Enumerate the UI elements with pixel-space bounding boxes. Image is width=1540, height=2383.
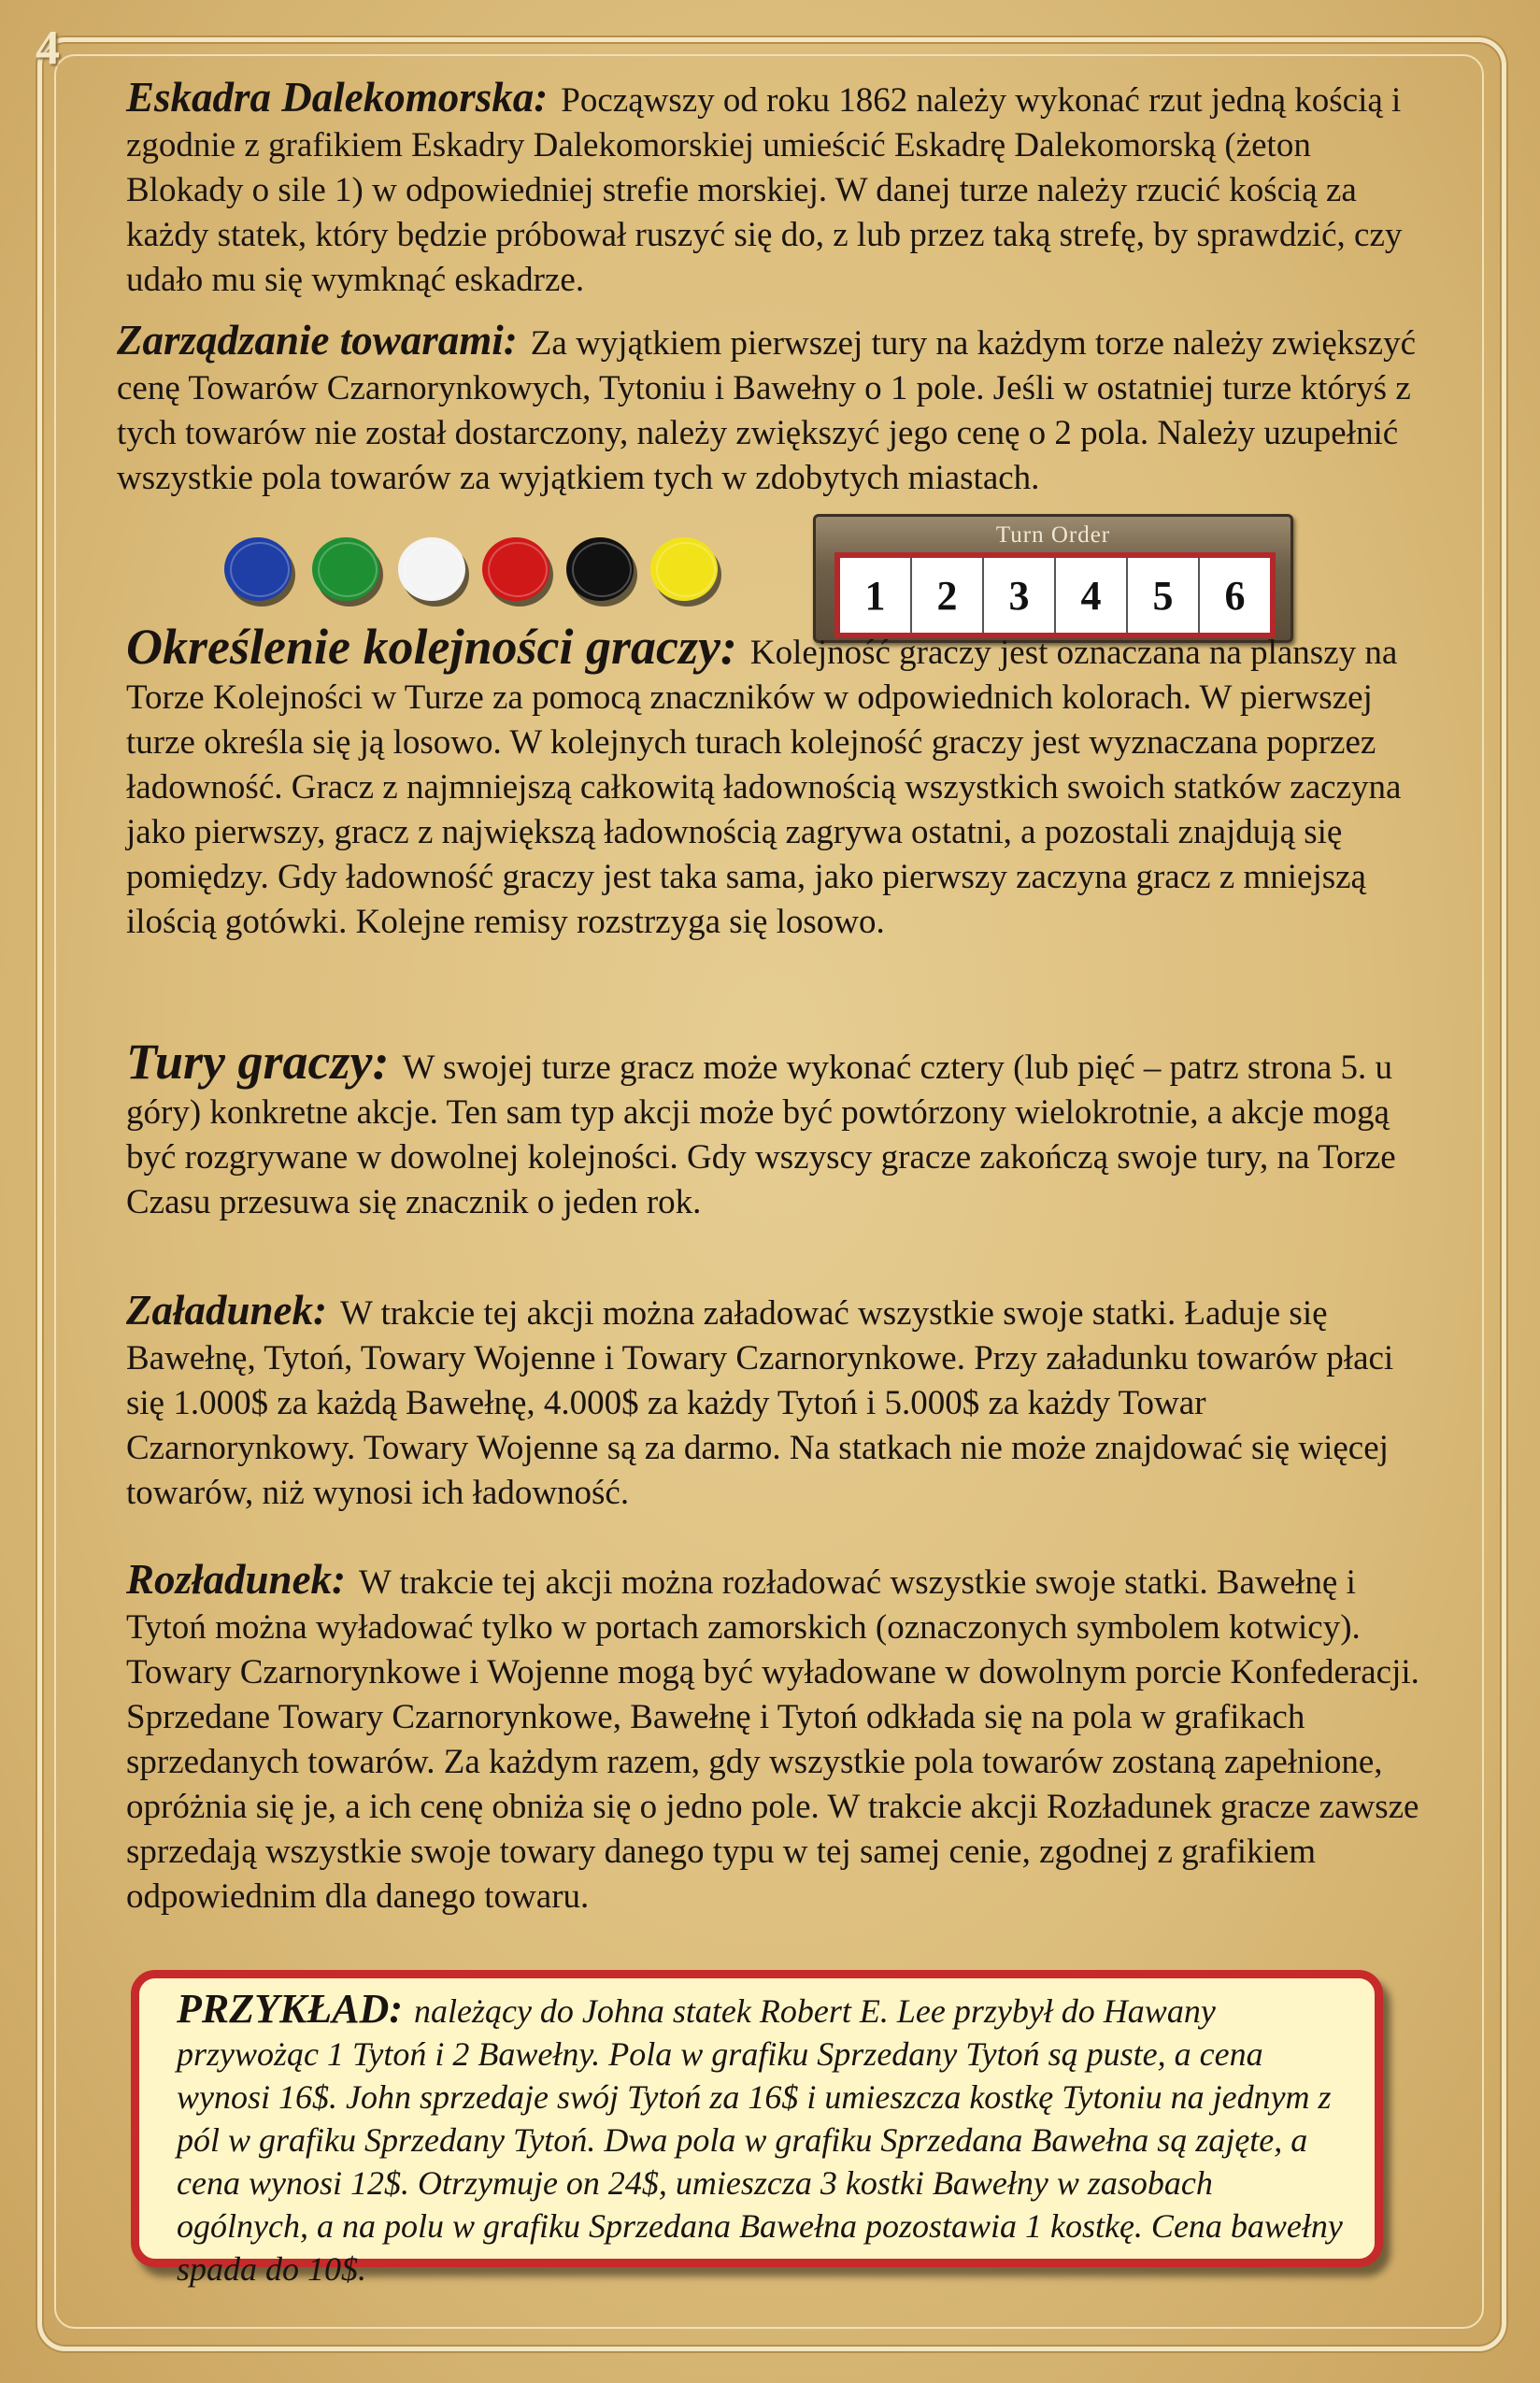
section-kolejnosc — [126, 619, 1434, 945]
turn-order-cell: 2 — [912, 558, 984, 633]
turn-order-cell: 1 — [840, 558, 912, 633]
token-white — [398, 537, 465, 601]
section-heading: Zarządzanie towarami: — [117, 317, 518, 364]
section-heading: Tury graczy: — [126, 1034, 390, 1090]
section-towary — [117, 318, 1453, 501]
section-zaladunek — [126, 1288, 1434, 1516]
section-heading: Określenie kolejności graczy: — [126, 619, 737, 675]
turn-order-cell: 4 — [1056, 558, 1128, 633]
section-heading: Rozładunek: — [126, 1556, 347, 1603]
turn-order-cell: 6 — [1224, 572, 1246, 619]
section-text: Kolejność graczy jest oznaczana na planszy na Torze Kolejności w Turze za pomocą znaczników w odpowiednich kolorach. W pierwszej turze określa się ją losowo. W kolejnych turach kolejność graczy jest wyznaczana poprzez ładowność. Gracz z najmniejszą całkowitą ładownością wszystkich swoich statków zaczyna jako pierwszy, gracz z największą ładownością zagrywa ostatni, a pozostali znajdują się pomiędzy. Gdy ładowność graczy jest taka sama, jako pierwszy zaczyna gracz z mniejszą ilością gotówki. Kolejne remisy rozstrzyga się losowo. — [126, 634, 1402, 941]
token-yellow — [650, 537, 718, 601]
example-heading: PRZYKŁAD: — [177, 1986, 403, 2032]
section-text: Począwszy od roku 1862 należy wykonać rzut jedną kością i zgodnie z grafikiem Eskadry Dalekomorskiej umieścić Eskadrę Dalekomorską (żeton Blokady o sile 1) w odpowiedniej strefie morskiej. W danej turze należy rzucić kością za każdy statek, który będzie próbował ruszyć się do, z lub przez taką strefę, by sprawdzić, czy udało mu się wymknąć eskadrze. — [126, 81, 1403, 299]
page-number: 4 — [36, 21, 60, 75]
token-red — [482, 537, 549, 601]
section-eskadra — [126, 75, 1434, 303]
section-rozladunek — [126, 1557, 1434, 1919]
section-heading: Załadunek: — [126, 1287, 328, 1334]
token-blue — [224, 537, 292, 601]
turn-order-cell: 5 — [1128, 558, 1200, 633]
token-green — [312, 537, 379, 601]
section-text: W trakcie tej akcji można załadować wszystkie swoje statki. Ładuje się Bawełnę, Tytoń, Towary Wojenne i Towary Czarnorynkowe. Przy załadunku towarów płaci się 1.000$ za każdą Bawełnę, 4.000$ za każdy Tytoń i 5.000$ za każdy Towar Czarnorynkowy. Towary Wojenne są za darmo. Na statkach nie może znajdować się więcej towarów, niż wynosi ich ładowność. — [126, 1294, 1394, 1512]
example-box — [131, 1970, 1383, 2288]
player-tokens — [224, 537, 729, 612]
section-text: W swojej turze gracz może wykonać cztery (lub pięć – patrz strona 5. u góry) konkretne akcje. Ten sam typ akcji może być powtórzony wielokrotnie, a akcje mogą być rozgrywane w dowolnej kolejności. Gdy wszyscy gracze zakończą swoje tury, na Torze Czasu przesuwa się znacznik o jeden rok. — [126, 1049, 1396, 1221]
turn-order-title: Turn Order — [995, 522, 1111, 548]
section-text: W trakcie tej akcji można rozładować wszystkie swoje statki. Bawełnę i Tytoń można wyładować tylko w portach zamorskich (oznaczonych symbolem kotwicy). Towary Czarnorynkowe i Wojenne mogą być wyładowane w dowolnym porcie Konfederacji. Sprzedane Towary Czarnorynkowe, Bawełnę i Tytoń odkłada się na pola w grafikach sprzedanych towarów. Za każdym razem, gdy wszystkie pola towarów zostaną zapełnione, opróżnia się je, a ich cenę obniża się o jedno pole. W trakcie akcji Rozładunek gracze zawsze sprzedają wszystkie swoje towary danego typu w tej samej cenie, zgodnej z grafikiem odpowiednim dla danego towaru. — [126, 1563, 1419, 1916]
section-tury — [126, 1034, 1434, 1225]
section-text: Za wyjątkiem pierwszej tury na każdym torze należy zwiększyć cenę Towarów Czarnorynkowych, Tytoniu i Bawełny o 1 pole. Jeśli w ostatniej turze któryś z tych towarów nie został dostarczony, należy zwiększyć jego cenę o 2 pola. Należy uzupełnić wszystkie pola towarów za wyjątkiem tych w zdobytych miastach. — [117, 324, 1417, 497]
section-heading: Eskadra Dalekomorska: — [126, 74, 549, 121]
example-text: należący do Johna statek Robert E. Lee przybył do Hawany przywożąc 1 Tytoń i 2 Bawełny. Pola w grafiku Sprzedany Tytoń są puste, a cena wynosi 16$. John sprzedaje swój Tytoń za 16$ i umieszcza kostkę Tytoniu na jednym z pól w grafiku Sprzedany Tytoń. Dwa pola w grafiku Sprzedana Bawełna są zajęte, a cena wynosi 12$. Otrzymuje on 24$, umieszcza 3 kostki Bawełny w zasobach ogólnych, a na polu w grafiku Sprzedana Bawełna pozostawia 1 kostkę. Cena bawełny spada do 10$. — [177, 1992, 1343, 2288]
token-black — [566, 537, 634, 601]
turn-order-cell: 3 — [984, 558, 1056, 633]
